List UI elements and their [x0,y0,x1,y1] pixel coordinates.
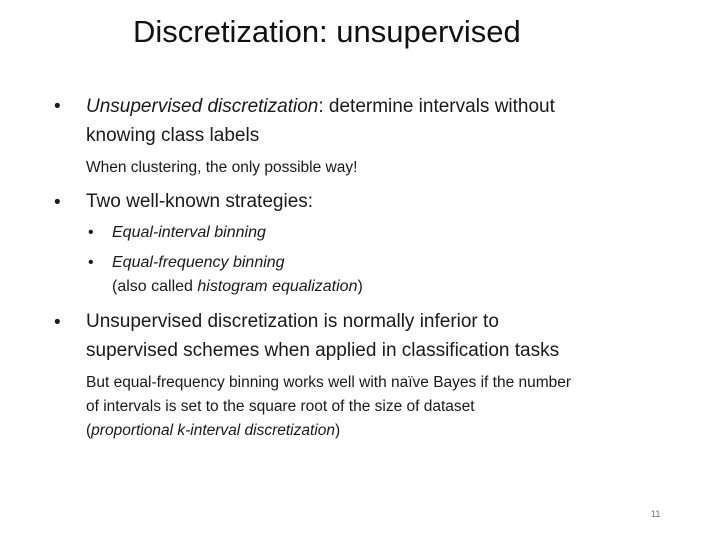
bullet-3-line-1: Unsupervised discretization is normally inferior to [86,311,499,332]
bullet-3-note-line-2: of intervals is set to the square root of the size of dataset [86,398,475,415]
bullet-3-note-line-3 [86,420,340,442]
bullet-1-note: When clustering, the only possible way! [86,159,358,176]
bullet-3-line-2: supervised schemes when applied in classification tasks [86,340,560,361]
sub-note-italic: histogram equalization [197,278,358,295]
bullet-1-line-1 [86,94,555,120]
note-italic: proportional k-interval discretization [91,422,335,439]
sub-note-pre: (also called [112,278,198,295]
sub-item-equal-frequency: Equal-frequency binning [112,254,285,271]
sub-item-equal-interval: Equal-interval binning [112,224,266,241]
bullet-1-line-2: knowing class labels [86,125,260,146]
bullet-3-note-line-1: But equal-frequency binning works well with naïve Bayes if the number [86,374,572,391]
sub-bullet-marker: • [88,224,94,241]
bullet-2-text: Two well-known strategies: [86,191,314,212]
bullet-1-lead: Unsupervised discretization [86,96,319,117]
bullet-marker: • [54,312,61,333]
page-number: 11 [651,509,661,519]
bullet-marker: • [54,96,61,117]
sub-note-post: ) [357,278,363,295]
bullet-1-rest: : determine intervals without [318,96,555,117]
bullet-marker: • [54,192,61,213]
slide-title: Discretization: unsupervised [133,14,521,49]
sub-bullet-marker: • [88,254,94,271]
note-post: ) [334,422,341,439]
note-pre: ( [86,422,92,439]
sub-item-note [112,276,363,298]
